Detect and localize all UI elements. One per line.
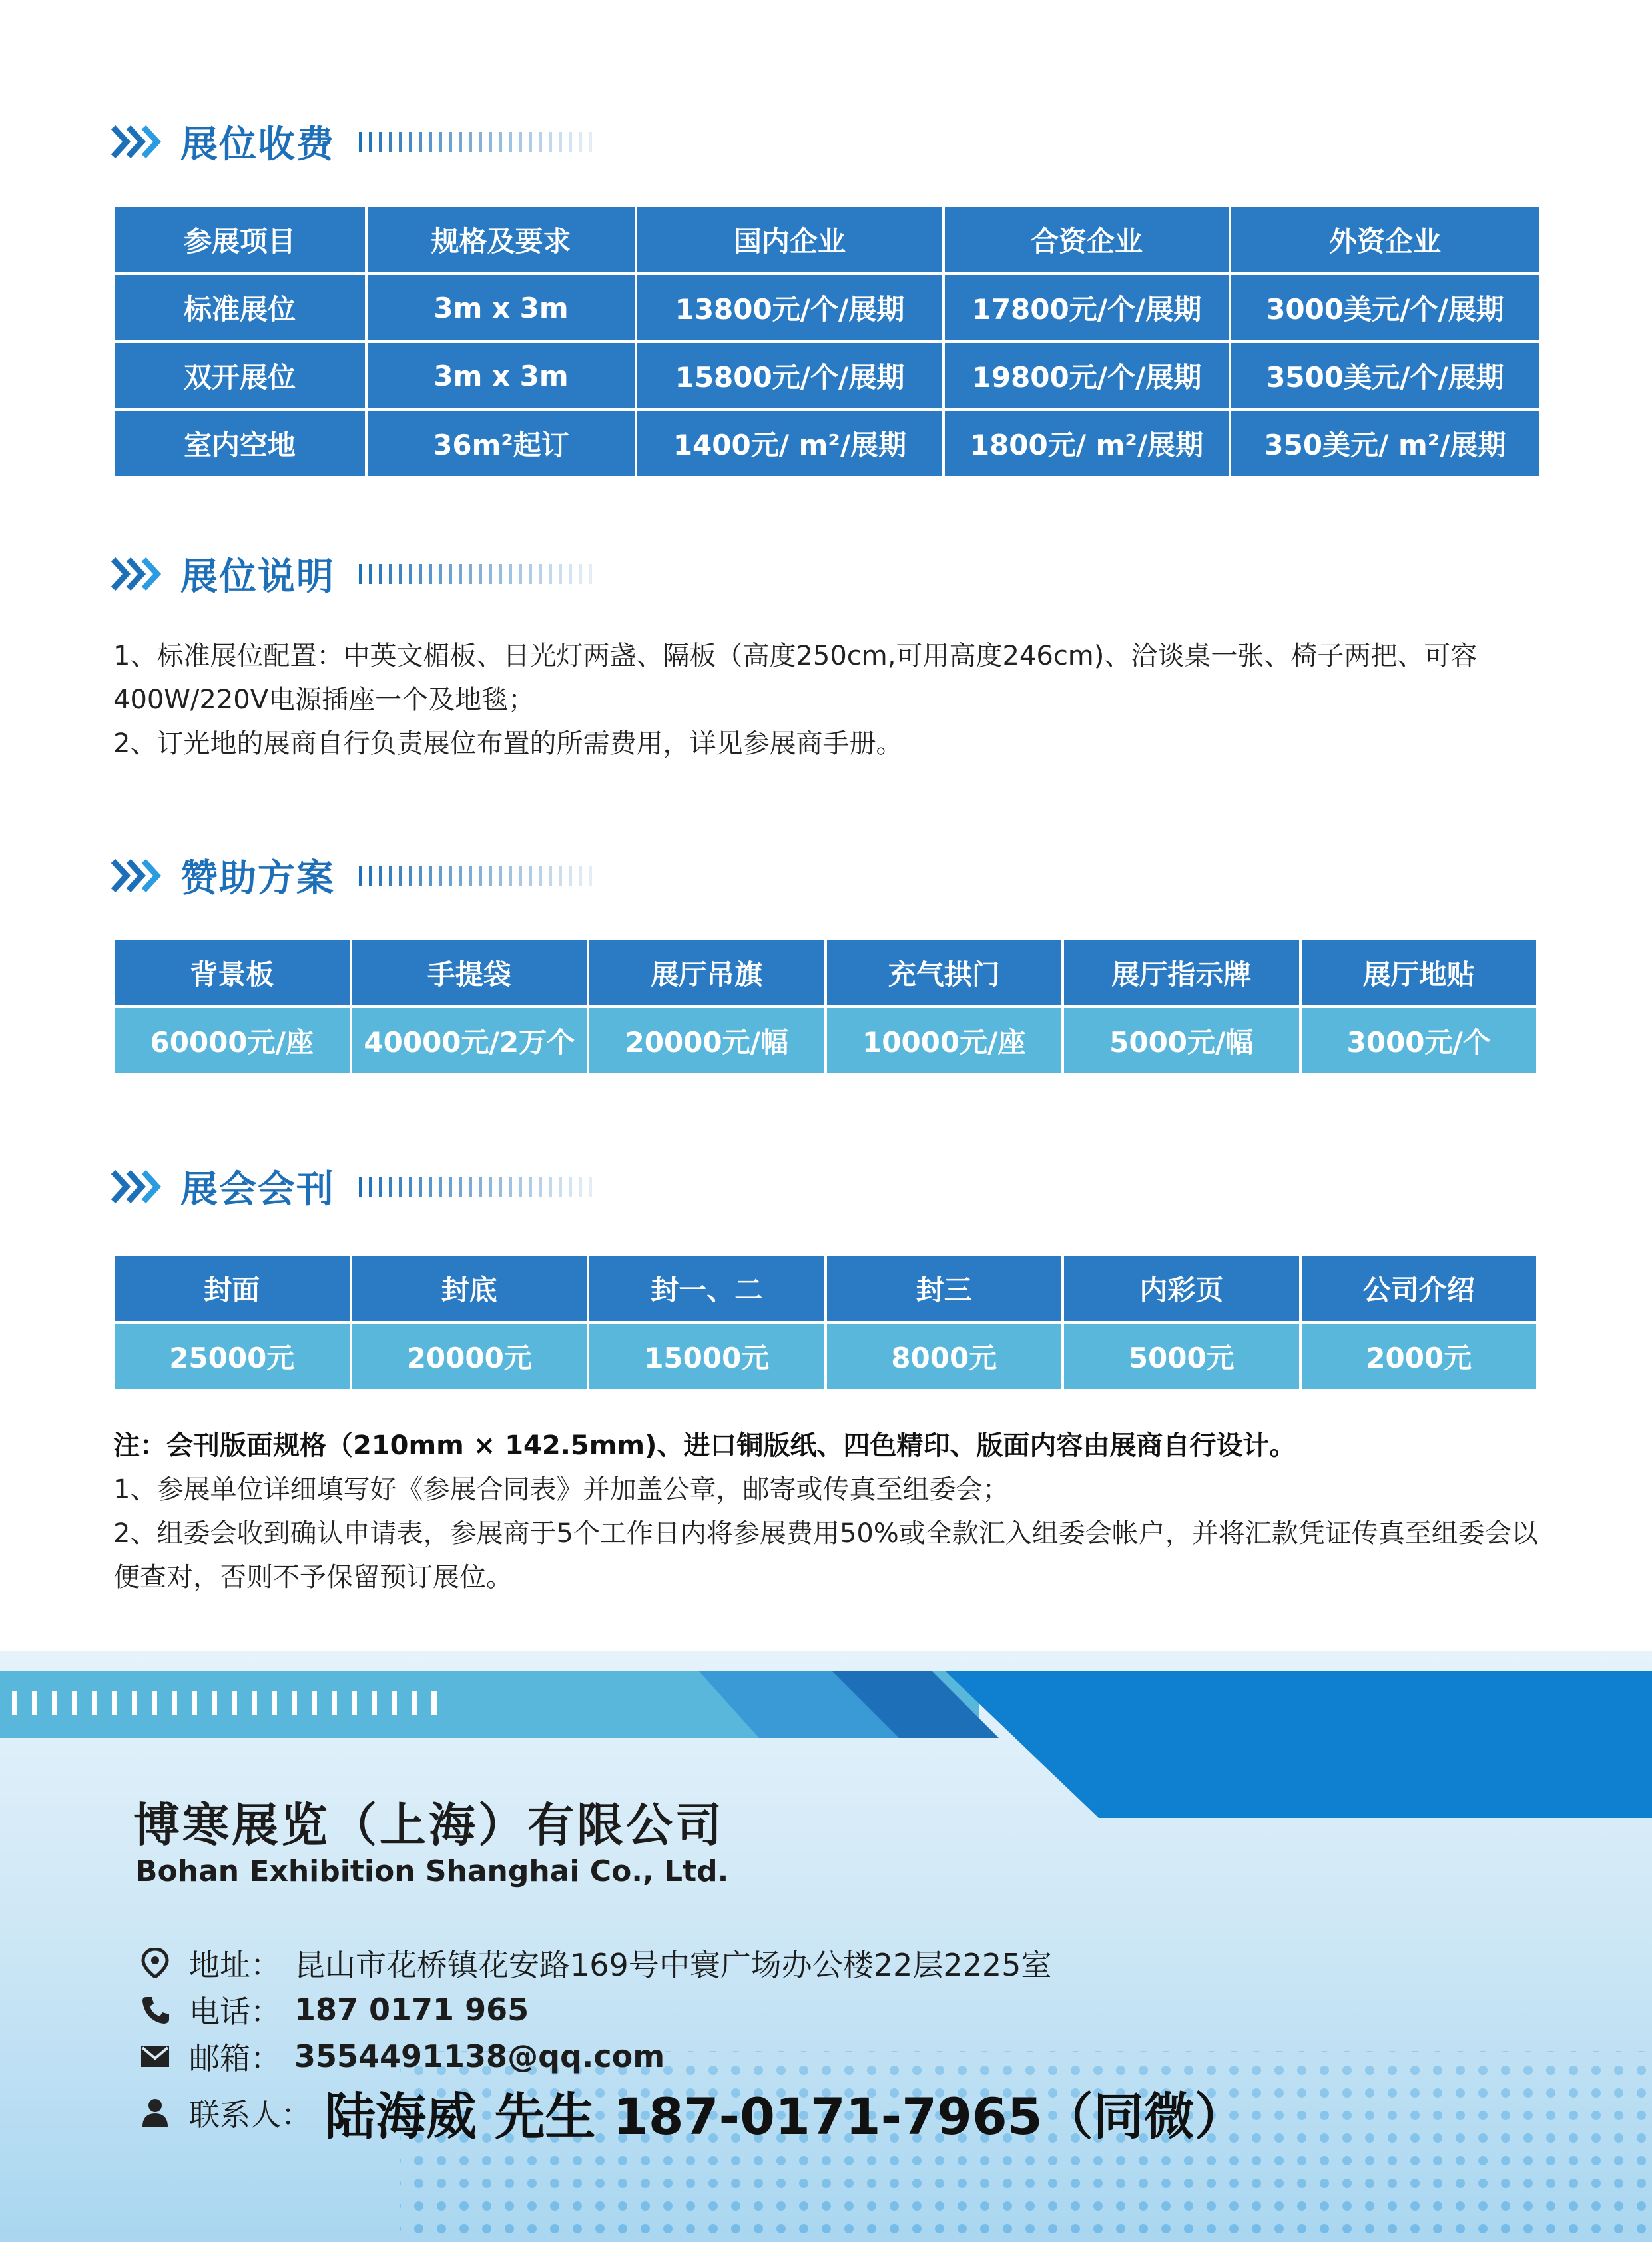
tick-mark (359, 866, 362, 886)
tick-mark (479, 866, 482, 886)
table-cell: 20000元/幅 (588, 1007, 826, 1075)
address-value: 昆山市花桥镇花安路169号中寰广场办公楼22层2225室 (294, 1947, 1052, 1983)
tick-mark (399, 564, 402, 584)
tick-mark (479, 564, 482, 584)
tick-mark (369, 1177, 372, 1197)
note-line: 1、标准展位配置：中英文楣板、日光灯两盏、隔板（高度250cm,可用高度246cm)、洽谈桌一张、椅子两把、可容400W/220V电源插座一个及地毯； (113, 641, 1478, 715)
table-header-cell: 内彩页 (1063, 1255, 1300, 1322)
tick-mark (399, 132, 402, 152)
table-cell: 5000元/幅 (1063, 1007, 1300, 1075)
tick-mark (589, 564, 592, 584)
tick-mark (449, 132, 452, 152)
decorative-ticks (359, 866, 599, 886)
tick-mark (469, 1177, 472, 1197)
tick-mark (439, 1177, 442, 1197)
chevron-right-icon (110, 1167, 163, 1207)
section-title: 展会会刊 (180, 1168, 335, 1211)
section-header-magazine (110, 1157, 599, 1217)
tick-mark (419, 564, 422, 584)
company-name-en: Bohan Exhibition Shanghai Co., Ltd. (135, 1854, 729, 1888)
table-header-row (113, 1255, 1537, 1322)
table-cell: 350美元/ m²/展期 (1230, 410, 1540, 477)
tick-mark (439, 866, 442, 886)
table-header-cell: 国内企业 (636, 206, 944, 274)
email-label: 邮箱： (189, 2040, 281, 2076)
tick-mark (419, 1177, 422, 1197)
tick-mark (359, 564, 362, 584)
table-cell: 10000元/座 (826, 1007, 1063, 1075)
tick-mark (499, 564, 502, 584)
email-row (140, 2034, 665, 2078)
tick-mark (509, 564, 512, 584)
table-header-row (113, 206, 1540, 274)
tick-mark (549, 866, 552, 886)
tick-mark (589, 1177, 592, 1197)
tick-mark (469, 132, 472, 152)
tick-mark (499, 132, 502, 152)
table-header-cell: 展厅地贴 (1300, 939, 1538, 1007)
tick-mark (449, 866, 452, 886)
tick-mark (579, 564, 582, 584)
table-header-cell: 展厅指示牌 (1063, 939, 1300, 1007)
booth-fee-table (112, 204, 1541, 479)
table-row (113, 410, 1540, 477)
tick-mark (569, 564, 572, 584)
decorative-ticks (359, 1177, 599, 1197)
tick-mark (529, 866, 532, 886)
table-cell: 17800元/个/展期 (944, 274, 1230, 342)
tick-mark (519, 564, 522, 584)
contact-label: 联系人： (189, 2096, 312, 2133)
section-header-fees (110, 112, 599, 172)
tick-mark (539, 866, 542, 886)
tick-mark (539, 1177, 542, 1197)
tick-mark (399, 866, 402, 886)
section-header-sponsor (110, 846, 599, 906)
tick-mark (439, 132, 442, 152)
tick-mark (569, 132, 572, 152)
table-cell: 13800元/个/展期 (636, 274, 944, 342)
contact-value: 陆海威 先生 187-0171-7965（同微） (325, 2087, 1245, 2146)
tick-mark (409, 564, 412, 584)
section-title: 赞助方案 (180, 857, 335, 900)
decorative-ticks (359, 564, 599, 584)
table-header-cell: 手提袋 (351, 939, 589, 1007)
tick-mark (389, 132, 392, 152)
tick-mark (429, 1177, 432, 1197)
phone-icon (140, 1994, 170, 2025)
tick-mark (559, 1177, 562, 1197)
table-row (113, 1007, 1537, 1075)
table-cell: 1800元/ m²/展期 (944, 410, 1230, 477)
table-header-cell: 参展项目 (113, 206, 366, 274)
tick-mark (549, 1177, 552, 1197)
table-header-cell: 展厅吊旗 (588, 939, 826, 1007)
tick-mark (529, 1177, 532, 1197)
tick-mark (539, 564, 542, 584)
tick-mark (369, 564, 372, 584)
tick-mark (409, 132, 412, 152)
tick-mark (479, 1177, 482, 1197)
tick-mark (559, 564, 562, 584)
table-header-cell: 封一、二 (588, 1255, 826, 1322)
table-cell: 15000元 (588, 1322, 826, 1390)
tick-mark (439, 564, 442, 584)
tick-mark (379, 564, 382, 584)
table-cell: 室内空地 (113, 410, 366, 477)
table-cell: 双开展位 (113, 342, 366, 410)
tick-mark (509, 1177, 512, 1197)
table-header-cell: 规格及要求 (366, 206, 636, 274)
table-cell: 36m²起订 (366, 410, 636, 477)
table-cell: 25000元 (113, 1322, 351, 1390)
tick-mark (459, 866, 462, 886)
tick-mark (499, 866, 502, 886)
table-header-cell: 外资企业 (1230, 206, 1540, 274)
table-header-cell: 封底 (351, 1255, 589, 1322)
tick-mark (389, 564, 392, 584)
tick-mark (479, 132, 482, 152)
table-cell: 3000美元/个/展期 (1230, 274, 1540, 342)
table-row (113, 1322, 1537, 1390)
table-row (113, 342, 1540, 410)
tick-mark (509, 866, 512, 886)
table-header-cell: 背景板 (113, 939, 351, 1007)
table-header-cell: 封三 (826, 1255, 1063, 1322)
tick-mark (559, 132, 562, 152)
tick-mark (369, 866, 372, 886)
section-title: 展位收费 (180, 123, 335, 166)
table-cell: 20000元 (351, 1322, 589, 1390)
note-line: 1、参展单位详细填写好《参展合同表》并加盖公章，邮寄或传真至组委会； (113, 1474, 1009, 1505)
magazine-table (112, 1253, 1539, 1392)
table-cell: 15800元/个/展期 (636, 342, 944, 410)
table-cell: 3m x 3m (366, 342, 636, 410)
tick-mark (359, 132, 362, 152)
chevron-right-icon (110, 554, 163, 594)
tick-mark (429, 564, 432, 584)
tick-mark (539, 132, 542, 152)
magazine-notes (113, 1424, 1551, 1599)
tick-mark (459, 1177, 462, 1197)
table-cell: 8000元 (826, 1322, 1063, 1390)
tick-mark (489, 866, 492, 886)
tick-mark (409, 866, 412, 886)
table-cell: 标准展位 (113, 274, 366, 342)
tick-mark (579, 1177, 582, 1197)
note-line: 2、订光地的展商自行负责展位布置的所需费用，详见参展商手册。 (113, 728, 903, 759)
location-pin-icon (140, 1948, 170, 1978)
company-name-cn: 博寒展览（上海）有限公司 (133, 1798, 724, 1852)
tick-mark (589, 866, 592, 886)
email-value: 3554491138@qq.com (294, 2038, 665, 2074)
tick-mark (359, 1177, 362, 1197)
tick-mark (379, 1177, 382, 1197)
tick-mark (519, 866, 522, 886)
table-cell: 5000元 (1063, 1322, 1300, 1390)
sponsor-table (112, 938, 1539, 1076)
tick-mark (549, 132, 552, 152)
tick-mark (569, 1177, 572, 1197)
tick-mark (489, 1177, 492, 1197)
tick-mark (509, 132, 512, 152)
contact-row (140, 2076, 1245, 2149)
table-cell: 40000元/2万个 (351, 1007, 589, 1075)
tick-mark (549, 564, 552, 584)
phone-label: 电话： (189, 1994, 281, 2030)
tick-mark (489, 132, 492, 152)
tick-mark (419, 866, 422, 886)
table-cell: 3000元/个 (1300, 1007, 1538, 1075)
tick-mark (579, 866, 582, 886)
table-cell: 1400元/ m²/展期 (636, 410, 944, 477)
chevron-right-icon (110, 122, 163, 162)
tick-mark (449, 1177, 452, 1197)
note-heading: 注：会刊版面规格（210mm × 142.5mm)、进口铜版纸、四色精印、版面内容由展商自行设计。 (113, 1430, 1296, 1461)
tick-mark (379, 132, 382, 152)
decorative-ticks (359, 132, 599, 152)
tick-mark (419, 132, 422, 152)
tick-mark (469, 564, 472, 584)
tick-mark (519, 132, 522, 152)
mail-icon (140, 2041, 170, 2072)
tick-mark (379, 866, 382, 886)
table-header-row (113, 939, 1537, 1007)
table-cell: 19800元/个/展期 (944, 342, 1230, 410)
address-label: 地址： (189, 1947, 281, 1983)
tick-mark (589, 132, 592, 152)
tick-mark (389, 1177, 392, 1197)
tick-mark (569, 866, 572, 886)
tick-mark (489, 564, 492, 584)
table-header-cell: 充气拱门 (826, 939, 1063, 1007)
tick-mark (399, 1177, 402, 1197)
tick-mark (519, 1177, 522, 1197)
table-header-cell: 封面 (113, 1255, 351, 1322)
table-header-cell: 公司介绍 (1300, 1255, 1538, 1322)
tick-mark (429, 866, 432, 886)
tick-mark (499, 1177, 502, 1197)
tick-mark (579, 132, 582, 152)
note-line: 2、组委会收到确认申请表，参展商于5个工作日内将参展费用50%或全款汇入组委会帐户，并将汇款凭证传真至组委会以便查对，否则不予保留预订展位。 (113, 1518, 1538, 1593)
phone-value: 187 0171 965 (294, 1992, 529, 2028)
phone-row (140, 1988, 529, 2032)
tick-mark (449, 564, 452, 584)
section-title: 展位说明 (180, 555, 335, 599)
person-icon (140, 2098, 170, 2128)
address-row (140, 1941, 1051, 1985)
section-header-notes (110, 544, 599, 604)
table-cell: 3500美元/个/展期 (1230, 342, 1540, 410)
tick-mark (369, 132, 372, 152)
table-cell: 3m x 3m (366, 274, 636, 342)
tick-mark (559, 866, 562, 886)
tick-mark (389, 866, 392, 886)
table-row (113, 274, 1540, 342)
table-header-cell: 合资企业 (944, 206, 1230, 274)
tick-mark (409, 1177, 412, 1197)
table-cell: 2000元 (1300, 1322, 1538, 1390)
table-cell: 60000元/座 (113, 1007, 351, 1075)
tick-mark (529, 132, 532, 152)
tick-mark (529, 564, 532, 584)
booth-notes (113, 634, 1551, 766)
tick-mark (459, 132, 462, 152)
chevron-right-icon (110, 856, 163, 896)
tick-mark (469, 866, 472, 886)
tick-mark (459, 564, 462, 584)
tick-mark (429, 132, 432, 152)
